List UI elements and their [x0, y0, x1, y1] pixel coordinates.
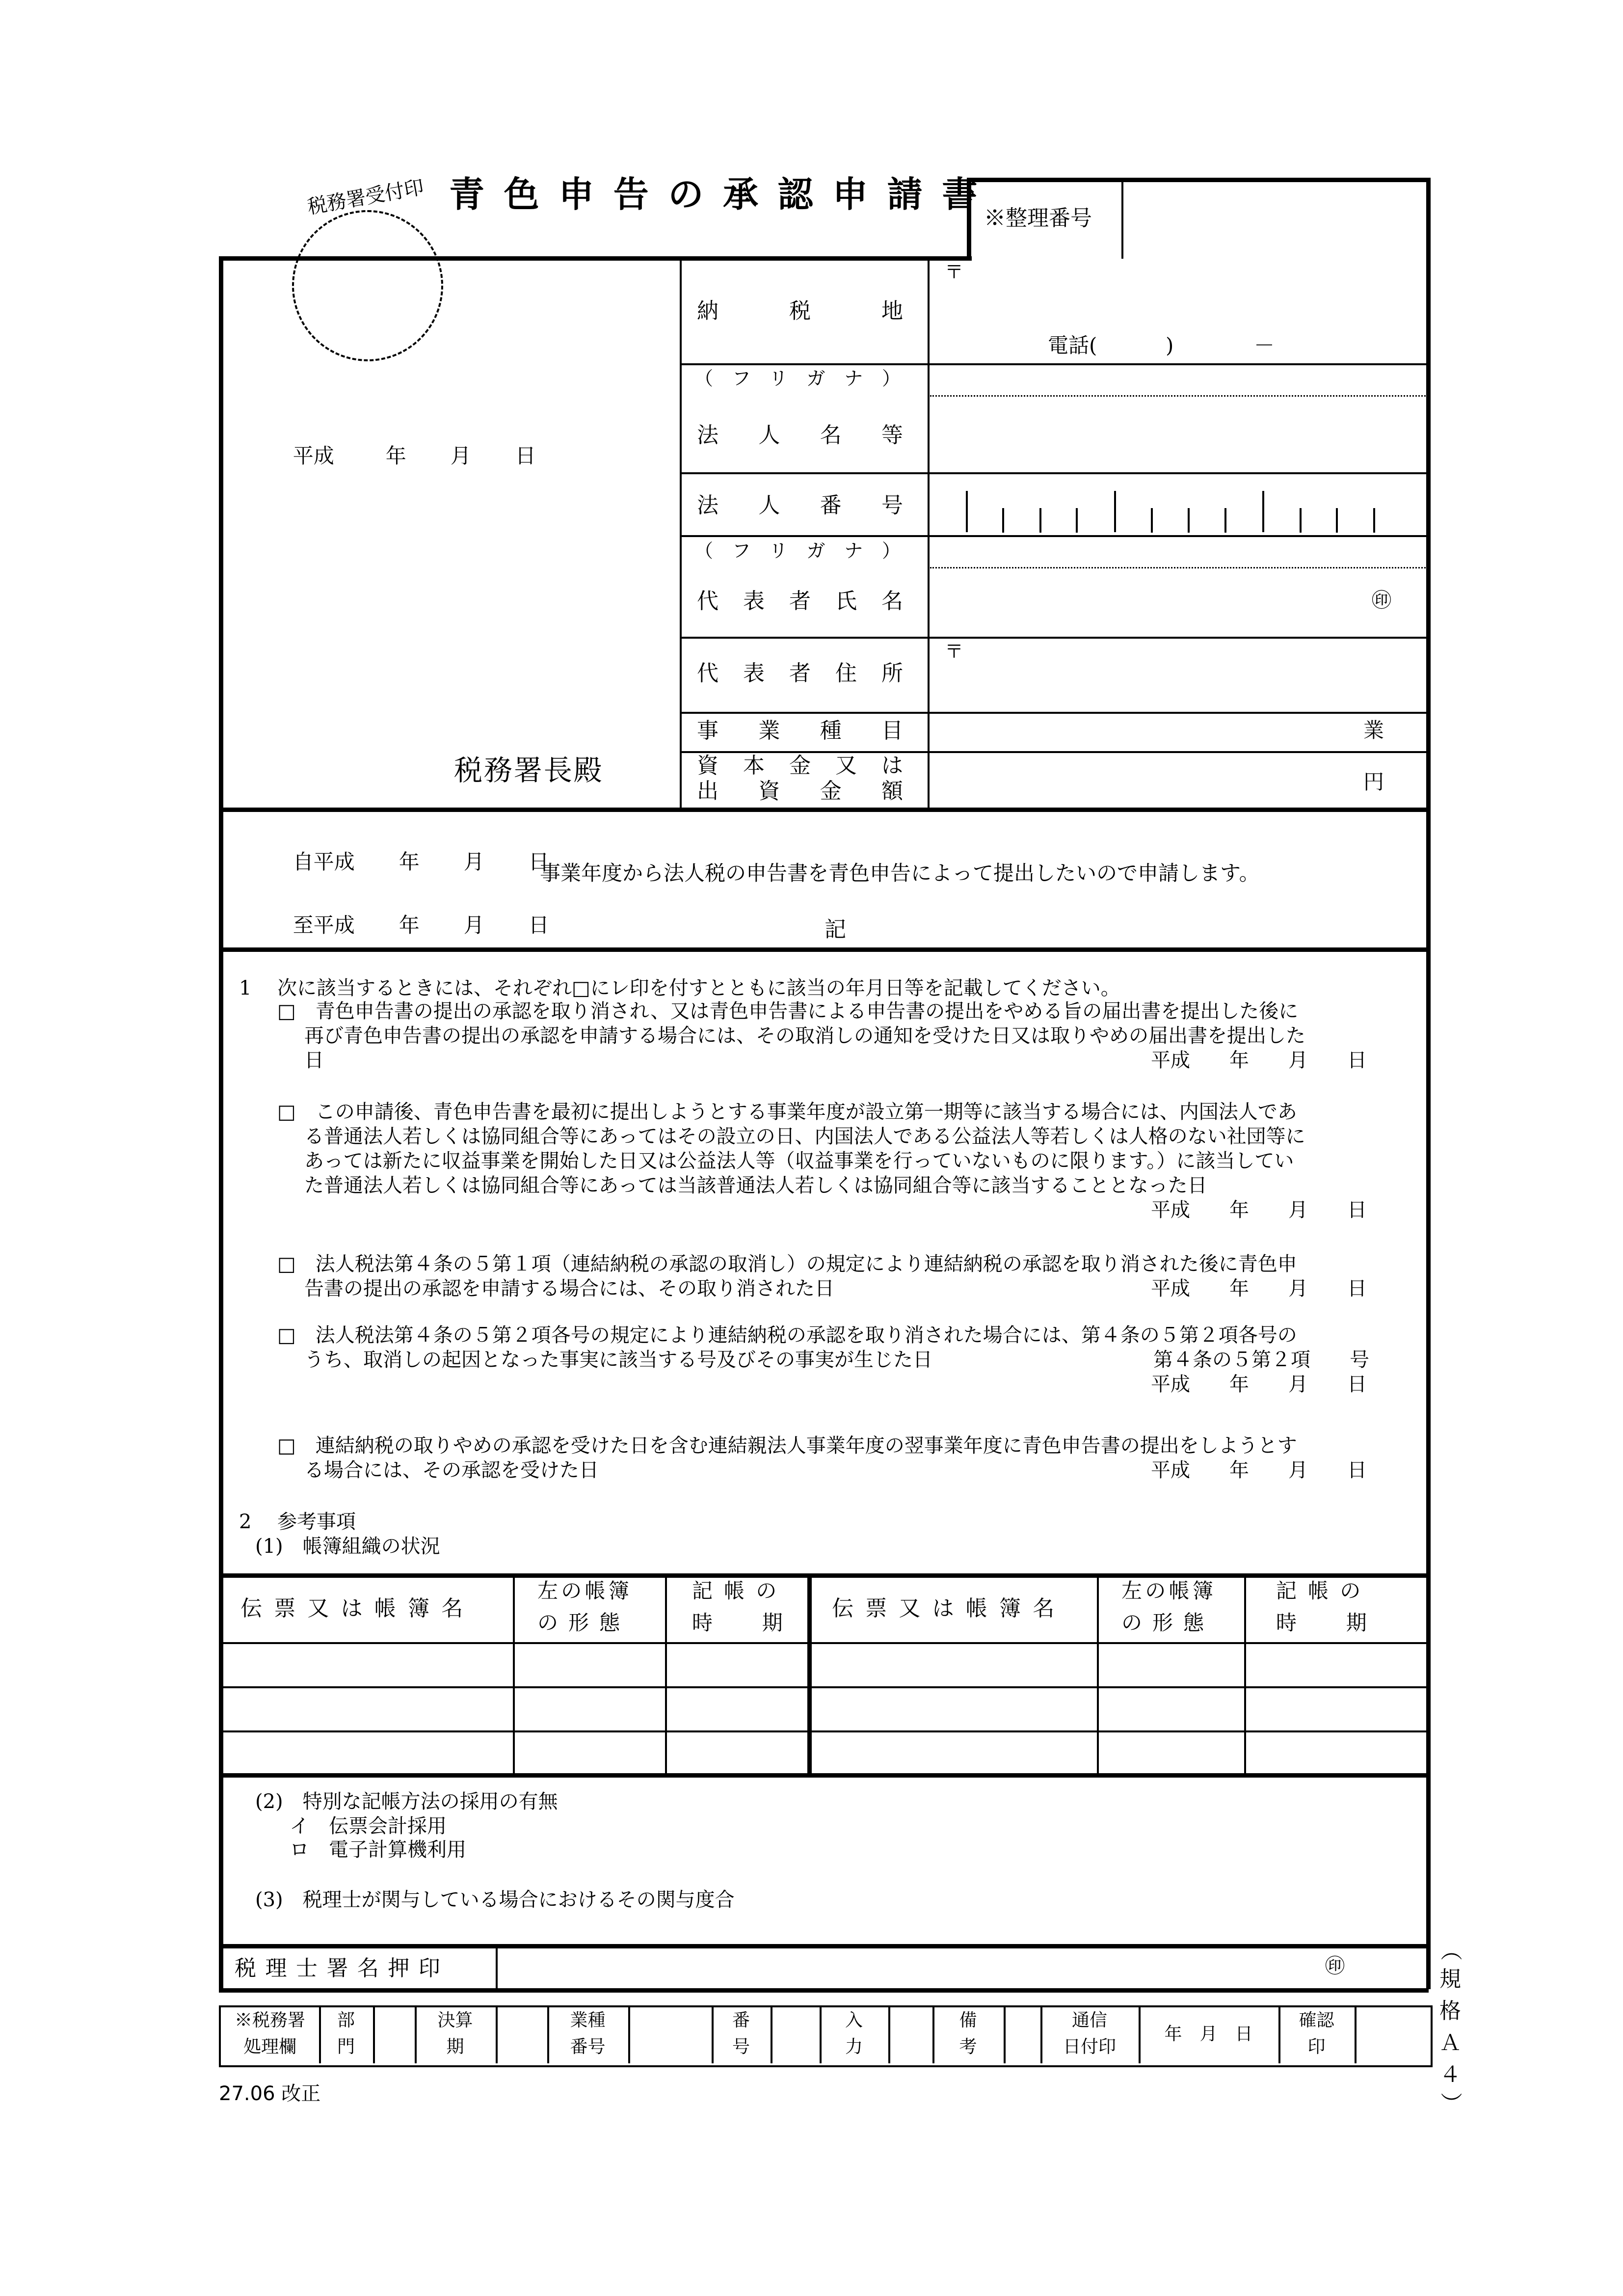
table-header-form-1b: の形態 — [537, 1611, 631, 1635]
office-tsushin-text: 日付印 — [1063, 2037, 1116, 2057]
table-cell-r2-c2[interactable] — [515, 1689, 663, 1728]
side-note-char: （ — [1438, 1939, 1463, 1961]
reception-stamp-label: 税務署受付印 — [305, 176, 426, 219]
office-kakunin-text: 確認 — [1299, 2010, 1334, 2030]
frame-right — [1426, 178, 1431, 1989]
period-block-bottom — [219, 947, 1429, 952]
application-date[interactable]: 平成 年 月 日 — [293, 444, 536, 468]
addressee: 税務署長殿 — [454, 754, 604, 787]
table-header-form-2b: の形態 — [1121, 1611, 1215, 1635]
side-note-char: 格 — [1439, 1999, 1461, 2024]
reception-stamp — [292, 210, 443, 361]
section2-sub2: (2) 特別な記帳方法の採用の有無 — [255, 1790, 558, 1813]
phone-label: 電話( — [1048, 333, 1097, 357]
table-cell-r1-c5[interactable] — [1099, 1645, 1242, 1684]
section1-item-1-line-1[interactable]: □ 青色申告書の提出の承認を取り消され、又は青色申告書による申告書の提出をやめる旨の届出書を提出した後に — [277, 1000, 1299, 1023]
seiri-bango-input[interactable] — [1126, 183, 1426, 254]
table-cell-r2-c3[interactable] — [667, 1689, 805, 1728]
hojin-bango-label: 法人番号 — [697, 493, 903, 518]
table-top — [219, 1573, 1429, 1578]
office-nyuryoku-text: 入 — [845, 2010, 863, 2030]
phone-dash: － — [1254, 333, 1275, 357]
table-header-timing-1a: 記帳の — [692, 1579, 788, 1603]
table-cell-r3-c1[interactable] — [222, 1733, 510, 1771]
daihyo-name-input[interactable] — [932, 570, 1364, 634]
office-biko-text: 考 — [959, 2037, 977, 2057]
table-cell-r2-c6[interactable] — [1247, 1689, 1423, 1728]
section1-item-2-line-3: あっては新たに収益事業を開始した日又は公益法人等（収益事業を行っていないものに限ります。）に該当してい — [304, 1150, 1294, 1172]
shihon-label-1: 資本金又は — [697, 753, 903, 778]
table-cell-r3-c4[interactable] — [812, 1733, 1094, 1771]
seiri-box-left — [967, 178, 971, 259]
zeirishi-top — [219, 1944, 1429, 1948]
section2-num: 2 — [239, 1511, 252, 1533]
office-bumon-text: 部 — [337, 2010, 355, 2030]
table-cell-r2-c5[interactable] — [1099, 1689, 1242, 1728]
postal-mark-2: 〒 — [945, 641, 964, 662]
office-biko-input[interactable] — [1004, 2007, 1040, 2063]
side-note-char: Ａ — [1439, 2030, 1461, 2055]
table-bottom — [219, 1773, 1429, 1778]
section2-sub3: (3) 税理士が関与している場合におけるその関与度合 — [255, 1889, 735, 1911]
period-statement: 事業年度から法人税の申告書を青色申告によって提出したいので申請します。 — [540, 861, 1260, 885]
side-note-char: 規 — [1439, 1967, 1461, 1992]
section1-item-3-line-1[interactable]: □ 法人税法第４条の５第１項（連結納税の承認の取消し）の規定により連結納税の承認を取り消された後に青色申 — [277, 1253, 1297, 1275]
jigyo-unit: 業 — [1363, 718, 1384, 742]
section1-item-4-date[interactable]: 平成 年 月 日 — [1151, 1373, 1367, 1396]
seiri-bango-label: ※整理番号 — [984, 206, 1092, 231]
office-tsushin-text: 通信 — [1071, 2010, 1107, 2030]
section1-item-5-line-2: る場合には、その承認を受けた日 — [304, 1459, 599, 1482]
daihyo-address-input[interactable] — [932, 641, 1423, 709]
period-to[interactable]: 至平成 年 月 日 — [293, 913, 549, 937]
office-kakunin-input[interactable] — [1355, 2007, 1426, 2063]
frame-left — [219, 256, 223, 1989]
section1-item-2-date[interactable]: 平成 年 月 日 — [1151, 1199, 1367, 1221]
table-cell-r1-c2[interactable] — [515, 1645, 663, 1684]
office-kessan-input[interactable] — [496, 2007, 547, 2063]
postal-mark: 〒 — [945, 261, 964, 283]
section1-num: 1 — [239, 977, 252, 999]
shihon-input[interactable] — [932, 755, 1355, 805]
table-header-form-1a: 左の帳簿 — [537, 1579, 633, 1603]
furigana-label-2: （フリガナ） — [694, 540, 901, 562]
table-cell-r1-c1[interactable] — [222, 1645, 510, 1684]
office-gyoshu-text: 業種 — [570, 2010, 606, 2030]
section2-heading: 参考事項 — [277, 1511, 356, 1533]
office-gyoshu-text: 番号 — [570, 2037, 606, 2057]
office-kakunin-text: 印 — [1307, 2037, 1326, 2057]
section2-sub2-b[interactable]: ロ 電子計算機利用 — [290, 1838, 466, 1861]
revision-note: 27.06 改正 — [219, 2082, 321, 2105]
table-header-form-2a: 左の帳簿 — [1121, 1579, 1217, 1603]
section1-item-4-line-2: うち、取消しの起因となった事実に該当する号及びその事実が生じた日 — [304, 1349, 932, 1371]
daihyo-name-label: 代表者氏名 — [697, 589, 903, 614]
zeirishi-bottom — [219, 1988, 1429, 1993]
table-cell-r1-c3[interactable] — [667, 1645, 805, 1684]
side-note-char: ４ — [1439, 2062, 1461, 2087]
phone-paren: ) — [1166, 333, 1174, 357]
section1-item-1-date[interactable]: 平成 年 月 日 — [1151, 1049, 1367, 1072]
jigyo-label: 事業種目 — [697, 718, 903, 743]
period-from[interactable]: 自平成 年 月 日 — [293, 850, 549, 874]
jigyo-input[interactable] — [932, 715, 1355, 749]
office-nyuryoku-text: 力 — [845, 2037, 863, 2057]
table-cell-r1-c4[interactable] — [812, 1645, 1094, 1684]
office-biko-text: 備 — [959, 2010, 977, 2030]
side-note-char: ） — [1438, 2092, 1463, 2114]
hojin-bango-input[interactable] — [932, 488, 1423, 533]
hojin-name-input[interactable] — [932, 399, 1423, 470]
section1-item-4-extra[interactable]: 第４条の５第２項 号 — [1153, 1349, 1369, 1371]
label-col-right — [928, 259, 930, 809]
seal-mark-2: ㊞ — [1325, 1955, 1345, 1977]
office-bango-text: 号 — [732, 2037, 750, 2057]
office-gyoshu-input[interactable] — [628, 2007, 712, 2063]
section1-item-5-date[interactable]: 平成 年 月 日 — [1151, 1459, 1367, 1482]
office-bango-input[interactable] — [771, 2007, 820, 2063]
daihyo-address-label: 代表者住所 — [697, 661, 903, 686]
office-label-text: ※税務署 — [234, 2010, 305, 2030]
table-cell-r3-c3[interactable] — [667, 1733, 805, 1771]
zeirishi-input[interactable] — [501, 1949, 1315, 1986]
office-bumon-text: 門 — [337, 2037, 355, 2057]
section1-item-3-date[interactable]: 平成 年 月 日 — [1151, 1277, 1367, 1300]
section2-sub1: (1) 帳簿組織の状況 — [255, 1535, 440, 1558]
office-label-text: 処理欄 — [243, 2037, 296, 2057]
office-bumon-input[interactable] — [373, 2007, 415, 2063]
table-cell-r3-c2[interactable] — [515, 1733, 663, 1771]
table-header-timing-2a: 記帳の — [1276, 1579, 1372, 1603]
nozeichi-label: 納税地 — [697, 298, 903, 324]
seiri-box-top — [967, 178, 1431, 182]
seal-mark-1: ㊞ — [1372, 589, 1391, 612]
office-nyuryoku-input[interactable] — [888, 2007, 932, 2063]
shihon-unit: 円 — [1363, 770, 1384, 794]
office-ymd-text: 年 月 日 — [1164, 2024, 1253, 2044]
table-cell-r3-c5[interactable] — [1099, 1733, 1242, 1771]
table-cell-r2-c1[interactable] — [222, 1689, 510, 1728]
section1-item-2-line-1[interactable]: □ この申請後、青色申告書を最初に提出しようとする事業年度が設立第一期等に該当する場合には、内国法人であ — [277, 1101, 1297, 1123]
upper-block-bottom — [219, 808, 1429, 812]
table-header-timing-1b: 時期 — [692, 1611, 832, 1635]
office-kessan-text: 期 — [446, 2037, 464, 2057]
section1-item-4-line-1[interactable]: □ 法人税法第４条の５第２項各号の規定により連結納税の承認を取り消された場合には、第４条の５第２項各号の — [277, 1324, 1297, 1347]
table-header-name-1: 伝票又は帳簿名 — [240, 1596, 475, 1621]
title-line — [221, 256, 972, 261]
table-cell-r1-c6[interactable] — [1247, 1645, 1423, 1684]
section1-item-2-line-2: る普通法人若しくは協同組合等にあってはその設立の日、内国法人である公益法人等若しくは人格のない社団等に — [304, 1125, 1305, 1148]
section1-item-1-line-2: 再び青色申告書の提出の承認を申請する場合には、その取消しの通知を受けた日又は取りやめの届出書を提出した — [304, 1025, 1305, 1047]
office-kessan-text: 決算 — [437, 2010, 473, 2030]
label-col-left — [680, 259, 682, 809]
section1-item-1-line-3: 日 — [304, 1049, 324, 1072]
table-header-timing-2b: 時期 — [1276, 1611, 1416, 1635]
section1-item-5-line-1[interactable]: □ 連結納税の取りやめの承認を受けた日を含む連結親法人事業年度の翌事業年度に青色申告書の提出をしようとす — [277, 1434, 1297, 1457]
furigana-label-1: （フリガナ） — [694, 368, 901, 389]
zeirishi-label: 税理士署名押印 — [235, 1956, 450, 1981]
office-bango-text: 番 — [732, 2010, 750, 2030]
hojin-name-label: 法人名等 — [697, 423, 903, 448]
form-title: 青色申告の承認申請書 — [449, 174, 997, 215]
ki-mark: 記 — [825, 917, 846, 942]
section2-sub2-a[interactable]: イ 伝票会計採用 — [290, 1815, 447, 1837]
seiri-box-divider — [1121, 178, 1123, 259]
table-cell-r3-c6[interactable] — [1247, 1733, 1423, 1771]
table-header-name-2: 伝票又は帳簿名 — [832, 1596, 1066, 1621]
section1-heading: 次に該当するときには、それぞれ□にレ印を付すとともに該当の年月日等を記載してください。 — [277, 977, 1120, 999]
section1-item-2-line-4: た普通法人若しくは協同組合等にあっては当該普通法人若しくは協同組合等に該当することとなった日 — [304, 1174, 1207, 1197]
section1-item-3-line-2: 告書の提出の承認を申請する場合には、その取り消された日 — [304, 1277, 834, 1300]
nozeichi-input[interactable] — [932, 285, 1423, 358]
shihon-label-2: 出資金額 — [697, 779, 903, 804]
table-cell-r2-c4[interactable] — [812, 1689, 1094, 1728]
